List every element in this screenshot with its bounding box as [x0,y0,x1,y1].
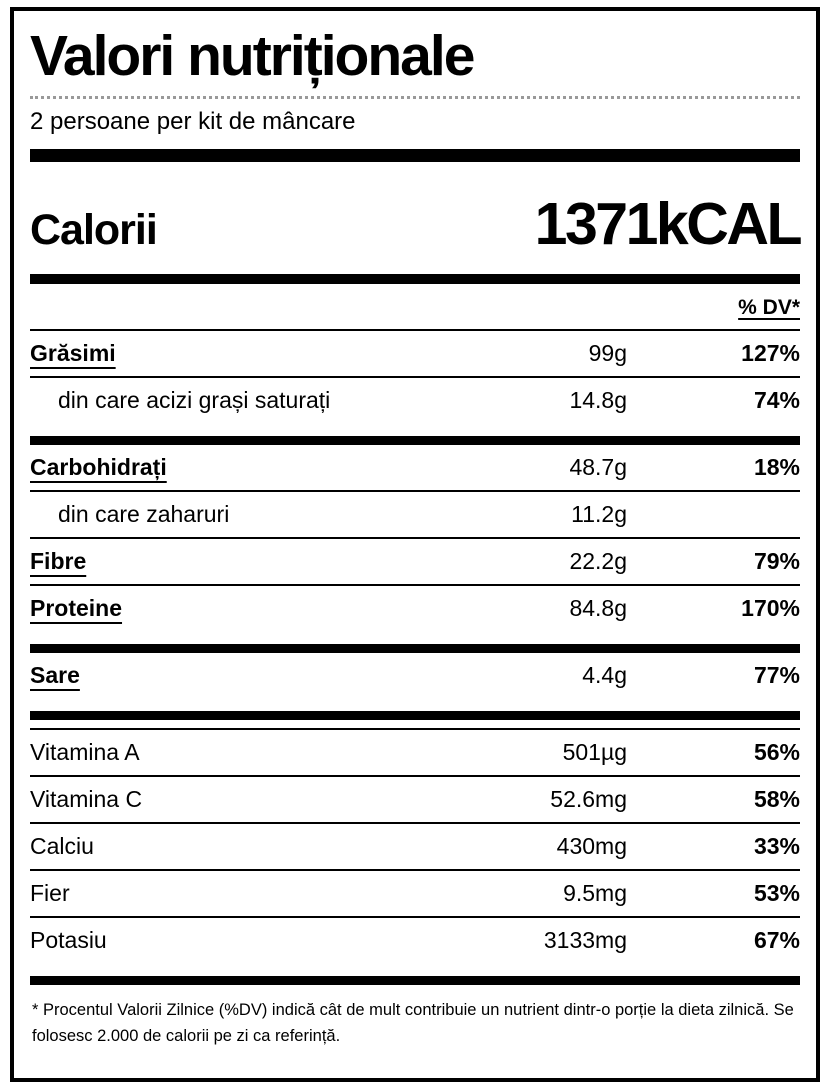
footnote: * Procentul Valorii Zilnice (%DV) indică cât de mult contribuie un nutrient dintr-o porție la dieta zilnică. Se folosesc 2.000 de calorii pe zi ca referință. [32,1001,794,1045]
nutrient-amount: 11.2g [571,501,627,528]
nutrient-dv: 58% [753,786,800,813]
nutrient-amount: 48.7g [569,454,627,481]
nutrient-dv: 127% [741,340,800,367]
nutrient-row [30,331,800,376]
nutrient-name: Proteine [30,595,123,622]
nutrient-row [30,378,800,436]
nutrient-name: Calciu [30,833,94,860]
serving-info: 2 persoane per kit de mâncare [30,108,356,136]
calories-row [30,162,800,274]
nutrient-amount: 4.4g [582,662,627,689]
dv-header [30,284,800,329]
nutrient-name: Sare [30,662,80,689]
nutrient-name: Grăsimi [30,340,116,367]
nutrient-name: Carbohidrați [30,454,167,481]
nutrient-row [30,492,800,537]
nutrient-dv: 53% [753,880,800,907]
calories-value: 1371kCAL [534,191,800,258]
nutrient-dv: 170% [741,595,800,622]
nutrient-amount: 501µg [562,739,627,766]
nutrition-label [10,7,820,1082]
nutrient-row [30,445,800,490]
nutrient-row [30,824,800,869]
nutrient-name: Vitamina C [30,786,143,813]
nutrient-dv: 74% [753,387,800,414]
nutrient-row [30,918,800,976]
nutrient-dv: 18% [753,454,800,481]
nutrient-amount: 9.5mg [563,880,627,907]
section-thick-rule [30,436,800,445]
section-thick-rule [30,644,800,653]
nutrient-amount: 14.8g [569,387,627,414]
section-thick-rule [30,976,800,985]
nutrient-row [30,730,800,775]
nutrient-amount: 84.8g [569,595,627,622]
calories-label: Calorii [30,206,157,255]
nutrient-name: Potasiu [30,927,107,954]
nutrient-amount: 22.2g [569,548,627,575]
nutrient-table [30,331,800,985]
nutrient-name: din care acizi grași saturați [58,387,331,414]
calories-thick-rule [30,274,800,284]
nutrient-amount: 99g [588,340,627,367]
nutrient-name: din care zaharuri [58,501,230,528]
nutrient-dv: 67% [753,927,800,954]
nutrient-name: Vitamina A [30,739,140,766]
double-rule-bar [30,711,800,720]
nutrient-row [30,586,800,644]
nutrient-name: Fier [30,880,70,907]
nutrient-name: Fibre [30,548,87,575]
nutrient-amount: 52.6mg [550,786,627,813]
dv-header-label: % DV* [738,296,800,320]
header-thick-rule [30,149,800,162]
nutrient-dv: 56% [753,739,800,766]
nutrient-dv: 79% [753,548,800,575]
nutrient-row [30,539,800,584]
nutrient-row [30,777,800,822]
nutrient-amount: 430mg [556,833,627,860]
page-title: Valori nutriționale [30,24,474,88]
nutrient-row [30,871,800,916]
nutrient-dv: 33% [753,833,800,860]
nutrient-amount: 3133mg [543,927,627,954]
section-double-rule [30,711,800,730]
nutrient-dv: 77% [753,662,800,689]
nutrient-row [30,653,800,711]
